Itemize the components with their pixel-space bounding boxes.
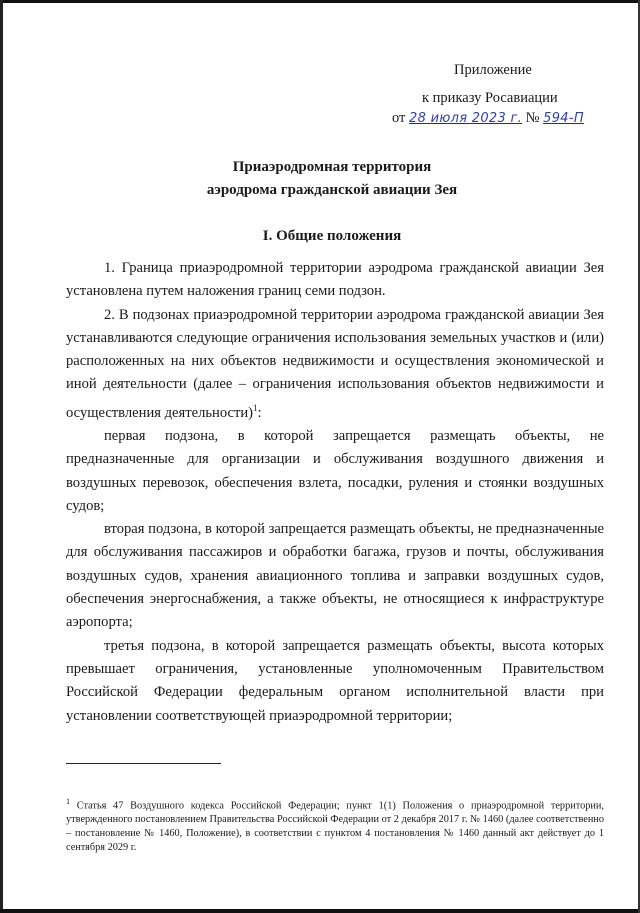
number-label: № (525, 110, 540, 126)
title-line-2: аэродрома гражданской авиации Зея (206, 182, 458, 198)
body-text (66, 257, 604, 728)
paragraph-1: 1. Граница приаэродромной территории аэродрома гражданской авиации Зея установлена путем наложения границ семи подзон. (66, 260, 604, 300)
document-title (62, 156, 602, 202)
footnote-separator (66, 763, 221, 764)
scan-border-top (0, 0, 640, 3)
subzone-third: третья подзона, в которой запрещается размещать объекты, высота которых превышает ограничения, установленные уполномоченным Правительством Российской Федерации федеральным органом исполнительной власти при установлении соответствующей приаэродромной территории; (66, 637, 604, 724)
footnote (66, 795, 604, 855)
footnote-mark: 1 (66, 797, 70, 806)
paragraph-2-text: 2. В подзонах приаэродромной территории аэродрома гражданской авиации Зея устанавливаются следующие ограничения использования земельных участков и (или) расположенных на них объектов недвижимости и осуществления экономической и иной деятельности (далее – ограничения использования объектов недвижимости и осуществления деятельности) (66, 306, 604, 421)
handwritten-number: 594-П (543, 111, 584, 126)
footnote-text: Статья 47 Воздушного кодекса Российской Федерации; пункт 1(1) Положения о приаэродромной территории, утвержденного постановлением Правительства Российской Федерации от 2 декабря 2017 г. № 1460 (далее соответственно – постановление № 1460, Положение), в соответствии с пунктом 4 постановления № 1460 данный акт действует до 1 сентября 2029 г. (66, 800, 604, 853)
order-line: к приказу Росавиации (422, 90, 558, 106)
paragraph-2 (66, 304, 604, 425)
handwritten-date: 28 июля 2023 г. (409, 111, 523, 126)
from-label: от (392, 110, 406, 126)
footnote-reference: 1 (253, 402, 258, 413)
subzone-second: вторая подзона, в которой запрещается размещать объекты, не предназначенные для обслуживания пассажиров и обработки багажа, грузов и почты, обслуживания воздушных судов, хранения авиационного топлива и заправки воздушных судов, обеспечения энергоснабжения, а также объекты, не относящиеся к инфраструктуре аэропорта; (66, 521, 604, 631)
order-date-number-line (392, 108, 622, 129)
appendix-header (392, 60, 622, 129)
section-heading: I. Общие положения (262, 228, 402, 244)
scan-border-bottom (0, 909, 640, 913)
appendix-label: Приложение (454, 62, 532, 78)
scan-border-left (0, 0, 3, 913)
title-line-1: Приаэродромная территория (232, 159, 432, 175)
footnote-paragraph (66, 795, 604, 855)
subzone-first: первая подзона, в которой запрещается размещать объекты, не предназначенные для организации и обслуживания воздушного движения и воздушных перевозок, обеспечения взлета, посадки, руления и стоянки воздушных судов; (66, 427, 604, 514)
paragraph-2-tail: : (257, 404, 262, 421)
